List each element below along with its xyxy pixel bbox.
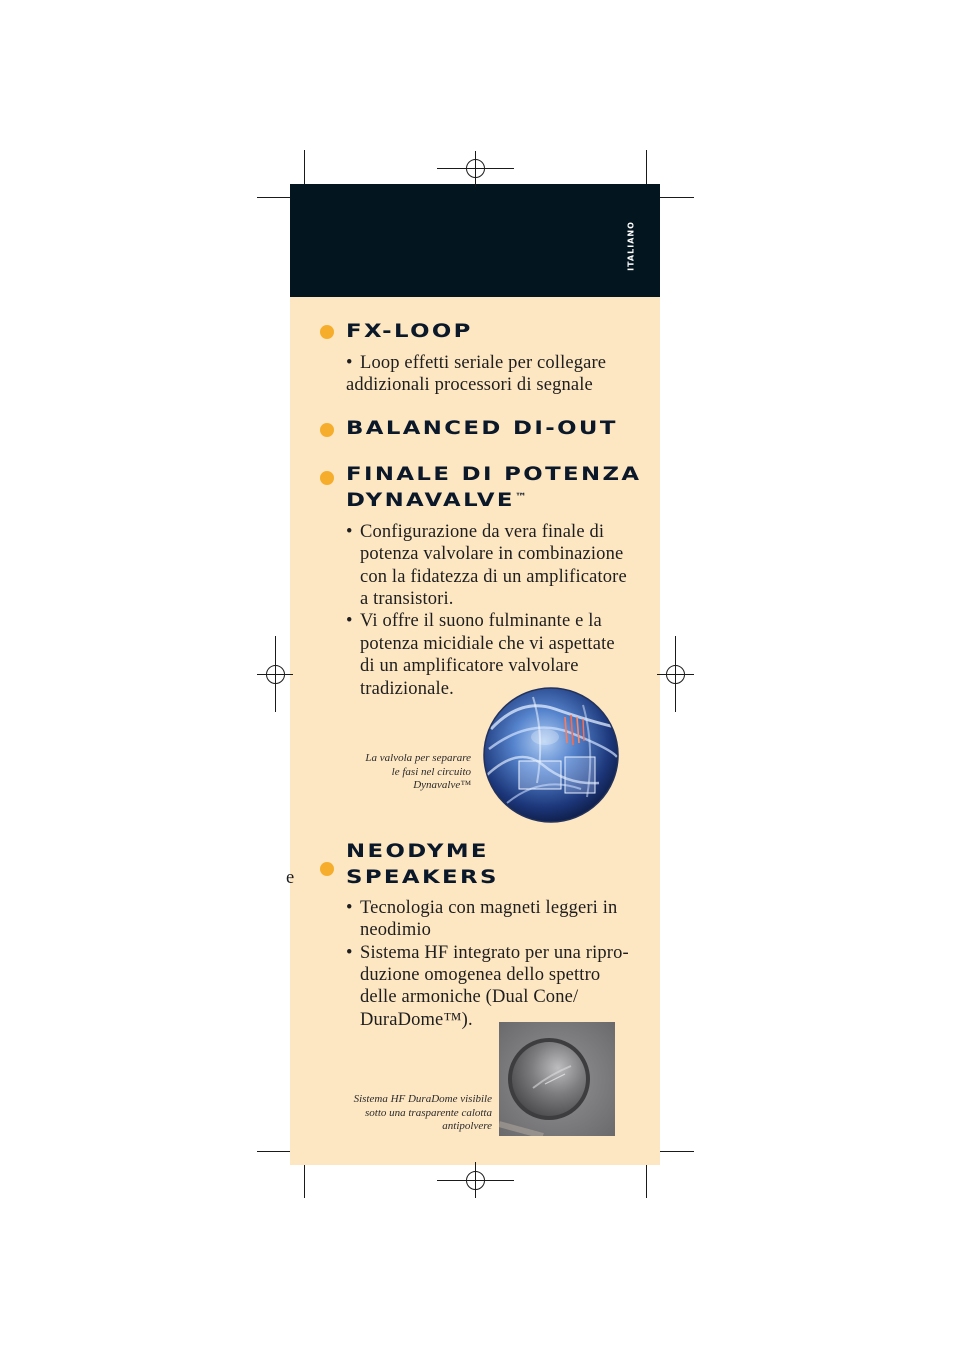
line-text: DuraDome™). — [360, 1009, 473, 1030]
bullet-char: • — [346, 897, 353, 918]
bullet-char: • — [346, 611, 353, 632]
heading-neodyme-line-1: NEODYME — [346, 840, 489, 862]
line-text: di un amplificatore valvolare — [360, 656, 579, 677]
line-text: potenza valvolare in combinazione — [360, 544, 624, 565]
registration-mark-right — [657, 636, 694, 712]
line-text: addizionali processori di segnale — [346, 375, 593, 396]
caption-line: La valvola per separare — [365, 752, 471, 764]
bullet-char: • — [346, 353, 353, 373]
trademark-mark: ™ — [514, 492, 527, 503]
line-text: tradizionale. — [360, 678, 454, 699]
caption-line: sotto una trasparente calotta — [364, 1106, 492, 1119]
caption-line: Sistema HF DuraDome visibile — [353, 1093, 492, 1105]
language-tab: ITALIANO — [626, 221, 636, 271]
line-text: Loop effetti seriale per collegare — [360, 353, 607, 373]
line-text: duzione omogenea dello spettro — [360, 964, 601, 985]
bullet-char: • — [346, 942, 353, 963]
registration-mark-top — [437, 151, 514, 187]
line-text: Configurazione da vera finale di — [360, 521, 605, 542]
line-text: con la fidatezza di un amplificatore — [360, 566, 627, 587]
bullet-char: • — [346, 521, 353, 542]
line-text: Sistema HF integrato per una ripro- — [360, 942, 629, 963]
heading-power-amp-line-1: FINALE DI POTENZA — [346, 463, 642, 485]
margin-bleed-text: e — [286, 868, 295, 888]
heading-neodyme-line-2: SPEAKERS — [346, 866, 499, 888]
registration-mark-left — [257, 636, 293, 712]
registration-mark-bottom — [437, 1162, 514, 1198]
caption-line: antipolvere — [442, 1120, 492, 1132]
caption-line: Dynavalve™ — [413, 779, 471, 791]
heading-fx-loop: FX-LOOP — [346, 320, 473, 342]
heading-balanced-di-out: BALANCED DI-OUT — [346, 417, 618, 439]
line-text: delle armoniche (Dual Cone/ — [360, 987, 579, 1008]
caption-line: le fasi nel circuito — [391, 765, 471, 778]
line-text: neodimio — [360, 920, 432, 941]
line-text: Tecnologia con magneti leggeri in — [360, 897, 618, 918]
heading-dynavalve: DYNAVALVE — [346, 489, 515, 511]
line-text: Vi offre il suono fulminante e la — [360, 611, 602, 632]
line-text: potenza micidiale che vi aspettate — [360, 633, 615, 654]
line-text: a transistori. — [360, 588, 454, 609]
